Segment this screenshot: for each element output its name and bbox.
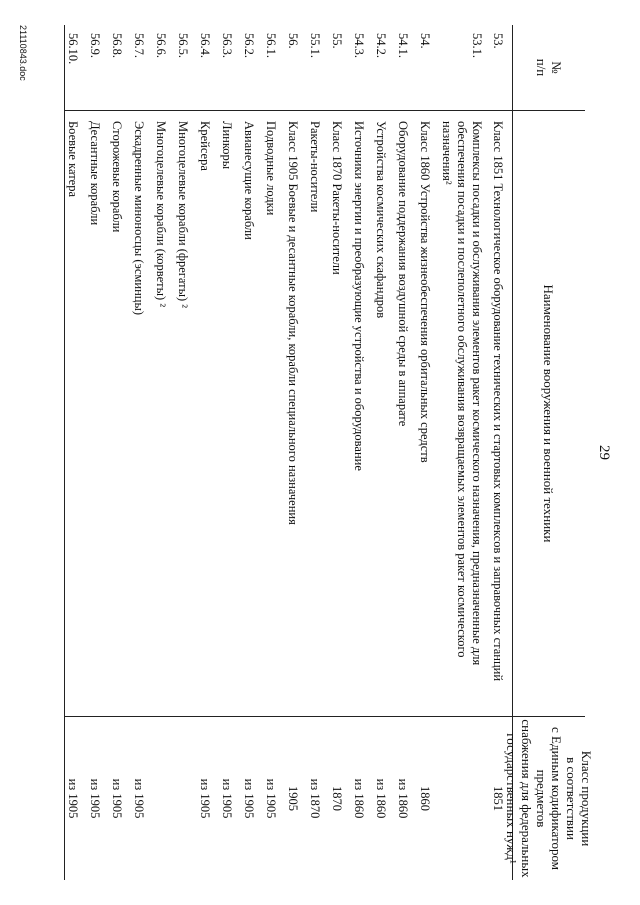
header-number: № п/п bbox=[534, 58, 564, 77]
table-row bbox=[307, 25, 322, 880]
row-name: Подводные лодки bbox=[264, 121, 278, 216]
row-number: 56.8. bbox=[110, 33, 124, 58]
row-number: 56. bbox=[286, 33, 300, 49]
row-number: 54.1. bbox=[396, 33, 410, 58]
row-name: Класс 1851 Технологическое оборудование технических и стартовых комплексов и заправочных станций bbox=[491, 121, 505, 682]
table-row bbox=[153, 25, 168, 880]
row-number: 56.1. bbox=[264, 33, 278, 58]
row-class: из 1860 bbox=[396, 778, 410, 819]
table-row bbox=[109, 25, 124, 880]
table-row bbox=[241, 25, 256, 880]
table-row bbox=[417, 25, 432, 880]
table-row bbox=[351, 25, 366, 880]
page-number: 29 bbox=[596, 445, 612, 460]
row-class: 1860 bbox=[418, 786, 432, 811]
row-name: Линкоры bbox=[220, 121, 234, 170]
row-class: из 1905 bbox=[264, 778, 278, 819]
row-number: 56.6. bbox=[154, 33, 168, 58]
table-row bbox=[395, 25, 410, 880]
row-name: Боевые катера bbox=[66, 121, 80, 198]
row-number: 56.7. bbox=[132, 33, 146, 58]
row-number: 56.5. bbox=[176, 33, 190, 58]
table-row bbox=[65, 25, 80, 880]
header-class: Класс продукции в соответствии с Единым кодификатором предметов снабжения для федеральных государственных нужд¹ bbox=[504, 719, 594, 878]
row-class: из 1905 bbox=[88, 778, 102, 819]
row-class: из 1870 bbox=[308, 778, 322, 819]
row-number: 54.3. bbox=[352, 33, 366, 58]
row-number: 55. bbox=[330, 33, 344, 49]
table-row bbox=[175, 25, 190, 880]
row-number: 56.10. bbox=[66, 33, 80, 65]
row-class: из 1905 bbox=[242, 778, 256, 819]
row-number: 56.2. bbox=[242, 33, 256, 58]
table-row bbox=[285, 25, 300, 880]
row-class: из 1860 bbox=[352, 778, 366, 819]
row-name: Сторожевые корабли bbox=[110, 121, 124, 233]
table-row bbox=[490, 25, 505, 880]
row-number: 54. bbox=[418, 33, 432, 49]
row-name: Класс 1860 Устройства жизнеобеспечения орбитальных средств bbox=[418, 121, 432, 463]
row-name: Многоцелевые корабли (фрегаты) ² bbox=[176, 121, 190, 309]
row-name: Комплексы посадки и обслуживания элементов ракет космического назначения, предназначенные для обеспечения посадки и послеполетного обслуживания возвращаемых элементов ракет космического назначения² bbox=[440, 121, 484, 666]
table-row bbox=[329, 25, 344, 880]
row-number: 53. bbox=[491, 33, 505, 49]
row-name: Многоцелевые корабли (корветы) ² bbox=[154, 121, 168, 308]
row-name: Источники энергии и преобразующие устройства и оборудование bbox=[352, 121, 366, 471]
weapons-table bbox=[64, 25, 594, 880]
table-row bbox=[131, 25, 146, 880]
row-name: Эскадренные миноносцы (эсминцы) bbox=[132, 121, 146, 316]
row-class: из 1860 bbox=[374, 778, 388, 819]
row-name: Ракеты-носители bbox=[308, 121, 322, 213]
table-row bbox=[197, 25, 212, 880]
row-number: 56.3. bbox=[220, 33, 234, 58]
row-number: 56.9. bbox=[88, 33, 102, 58]
row-class: 1905 bbox=[286, 786, 300, 811]
table-row bbox=[219, 25, 234, 880]
row-class: из 1905 bbox=[66, 778, 80, 819]
row-class: из 1905 bbox=[110, 778, 124, 819]
row-name: Крейсера bbox=[198, 121, 212, 171]
row-class: из 1905 bbox=[198, 778, 212, 819]
table-row bbox=[263, 25, 278, 880]
row-name: Авианесущие корабли bbox=[242, 121, 256, 240]
table-row bbox=[439, 25, 484, 880]
row-name: Класс 1870 Ракеты-носители bbox=[330, 121, 344, 275]
document-footer: 21110843.doc bbox=[18, 25, 28, 81]
header-name: Наименование вооружения и военной техники bbox=[541, 284, 557, 543]
row-class: 1870 bbox=[330, 786, 344, 811]
row-name: Десантные корабли bbox=[88, 121, 102, 226]
row-number: 55.1. bbox=[308, 33, 322, 58]
row-number: 56.4. bbox=[198, 33, 212, 58]
row-class: из 1905 bbox=[220, 778, 234, 819]
row-class: из 1905 bbox=[132, 778, 146, 819]
row-class: 1851 bbox=[491, 786, 505, 811]
table-row bbox=[373, 25, 388, 880]
row-name: Класс 1905 Боевые и десантные корабли, корабли специального назначения bbox=[286, 121, 300, 525]
row-name: Оборудование поддержания воздушной среды в аппарате bbox=[396, 121, 410, 427]
row-number: 53.1. bbox=[470, 33, 484, 58]
row-number: 54.2. bbox=[374, 33, 388, 58]
table-body bbox=[65, 25, 505, 880]
row-name: Устройства космических скафандров bbox=[374, 121, 388, 319]
table-row bbox=[87, 25, 102, 880]
